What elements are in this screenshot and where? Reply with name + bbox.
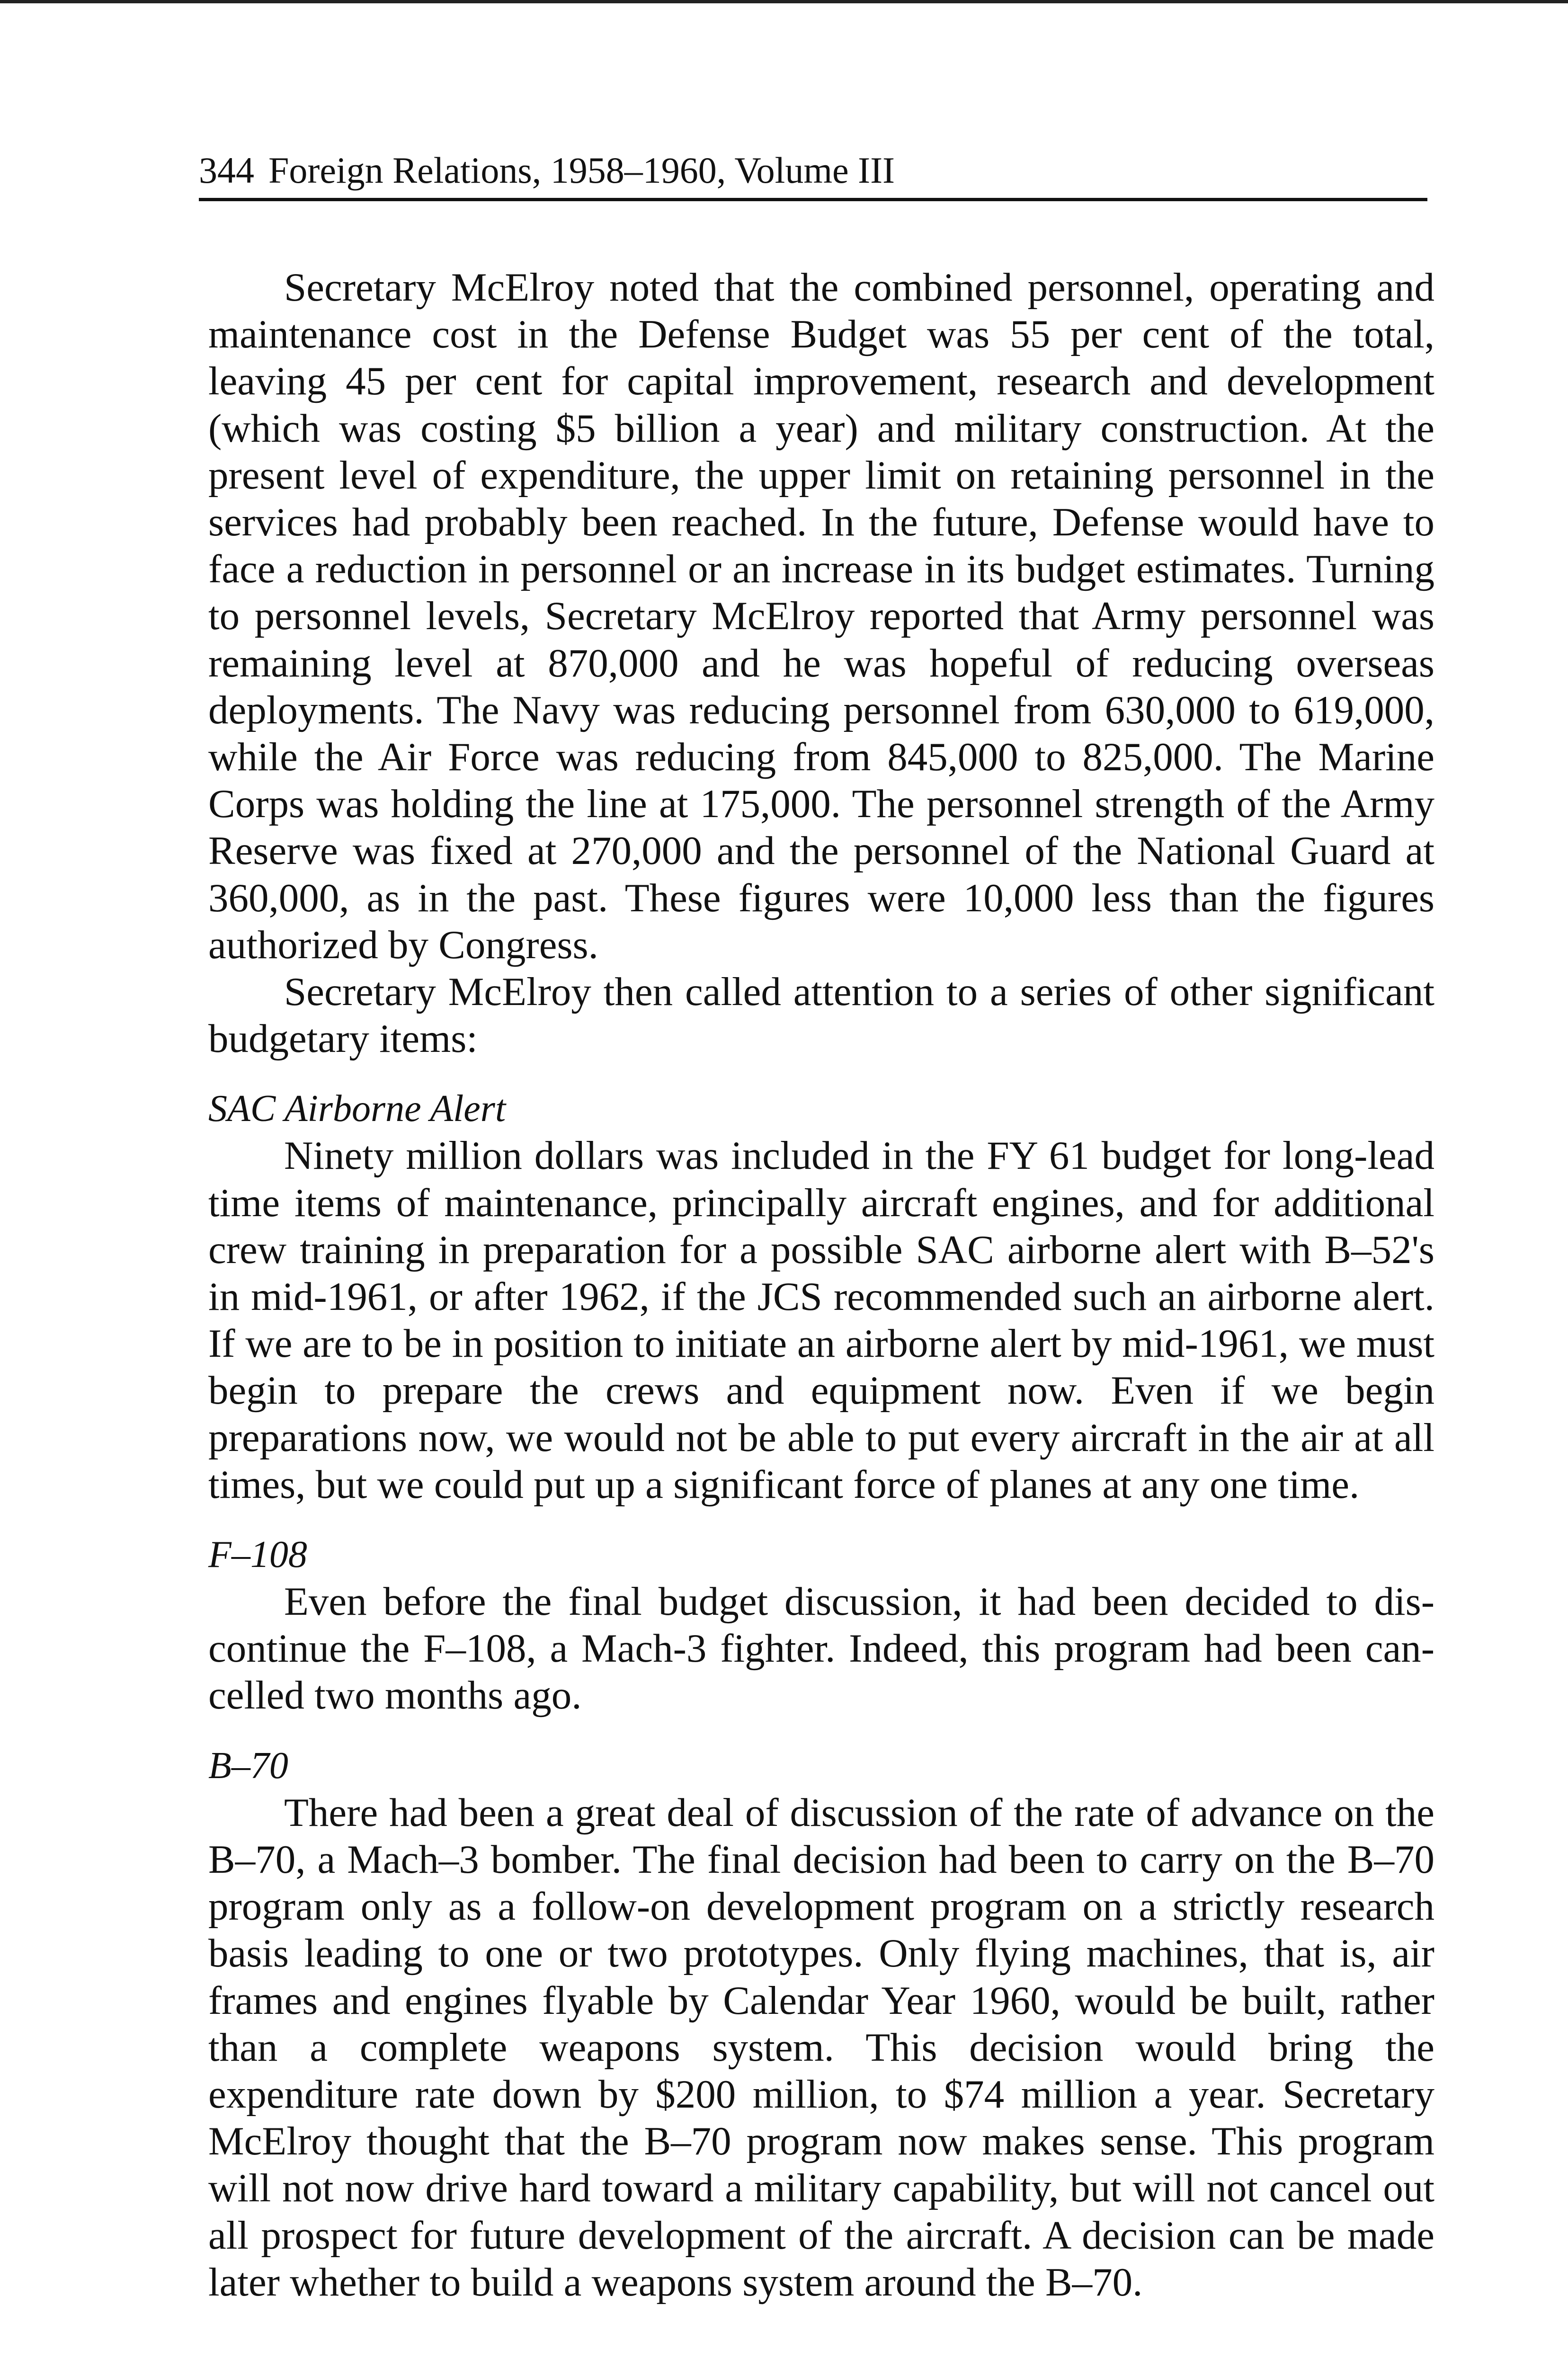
running-head — [199, 142, 1427, 204]
running-head-text — [199, 147, 895, 194]
scan-top-edge — [0, 0, 1568, 3]
paragraph-budgetary-items-intro: Secretary McElroy then called attention to a series of other significant budgetary items: — [208, 970, 1434, 1061]
paragraph-personnel-costs: Secretary McElroy noted that the combined personnel, operating and maintenance cost in the Defense Budget was 55 per cent of the total, leaving 45 per cent for capital improvement, research and development (which was costing $5 billion a year) and military construction. At the present level of expenditure, the upper limit on retaining personnel in the services had probably been reached. In the future, Defense would have to face a reduction in personnel or an increase in its budget estimates. Turning to personnel levels, Secretary McElroy reported that Army personnel was remaining level at 870,000 and he was hopeful of reducing overseas deployments. The Navy was reducing personnel from 630,000 to 619,000, while the Air Force was reducing from 845,000 to 825,000. The Marine Corps was holding the line at 175,000. The personnel strength of the Army Reserve was fixed at 270,000 and the personnel of the National Guard at 360,000, as in the past. These figures were 10,000 less than the figures authorized by Congress. — [208, 265, 1434, 967]
paragraph-b70: There had been a great deal of discussion of the rate of advance on the B–70, a Mach–3 bomber. The final decision had been to carry on the B–70 program only as a follow-on development program on a strictly research basis leading to one or two prototypes. Only flying machines, that is, air frames and engines flyable by Calendar Year 1960, would be built, rather than a complete weapons system. This decision would bring the expenditure rate down by $200 million, to $74 million a year. Secretary McElroy thought that the B–70 program now makes sense. This program will not now drive hard toward a military capability, but will not cancel out all prospect for future development of the aircraft. A decision can be made later whether to build a weapons system around the B–70. — [208, 1790, 1434, 2305]
paragraph-sac-airborne-alert: Ninety million dollars was included in the FY 61 budget for long-lead time items of maintenance, principally aircraft engines, and for additional crew training in preparation for a possible SAC airborne alert with B–52's in mid-1961, or after 1962, if the JCS recommended such an airborne alert. If we are to be in position to initiate an airborne alert by mid-1961, we must begin to prepare the crews and equipment now. Even if we begin preparations now, we would not be able to put every aircraft in the air at all times, but we could put up a significant force of planes at any one time. — [208, 1133, 1434, 1507]
section-heading-f108: F–108 — [208, 1534, 307, 1576]
document-body — [208, 264, 1434, 2306]
paragraph-f108: Even before the final budget discussion, it had been decided to discontinue the F–108, a Mach-3 fighter. Indeed, this program had been cancelled two months ago. — [208, 1579, 1434, 1718]
section-heading-b70: B–70 — [208, 1744, 288, 1787]
running-title: Foreign Relations, 1958–1960, Volume III — [268, 150, 895, 191]
header-rule — [199, 198, 1427, 201]
section-heading-sac-airborne-alert: SAC Airborne Alert — [208, 1088, 506, 1130]
page-number: 344 — [199, 150, 254, 191]
